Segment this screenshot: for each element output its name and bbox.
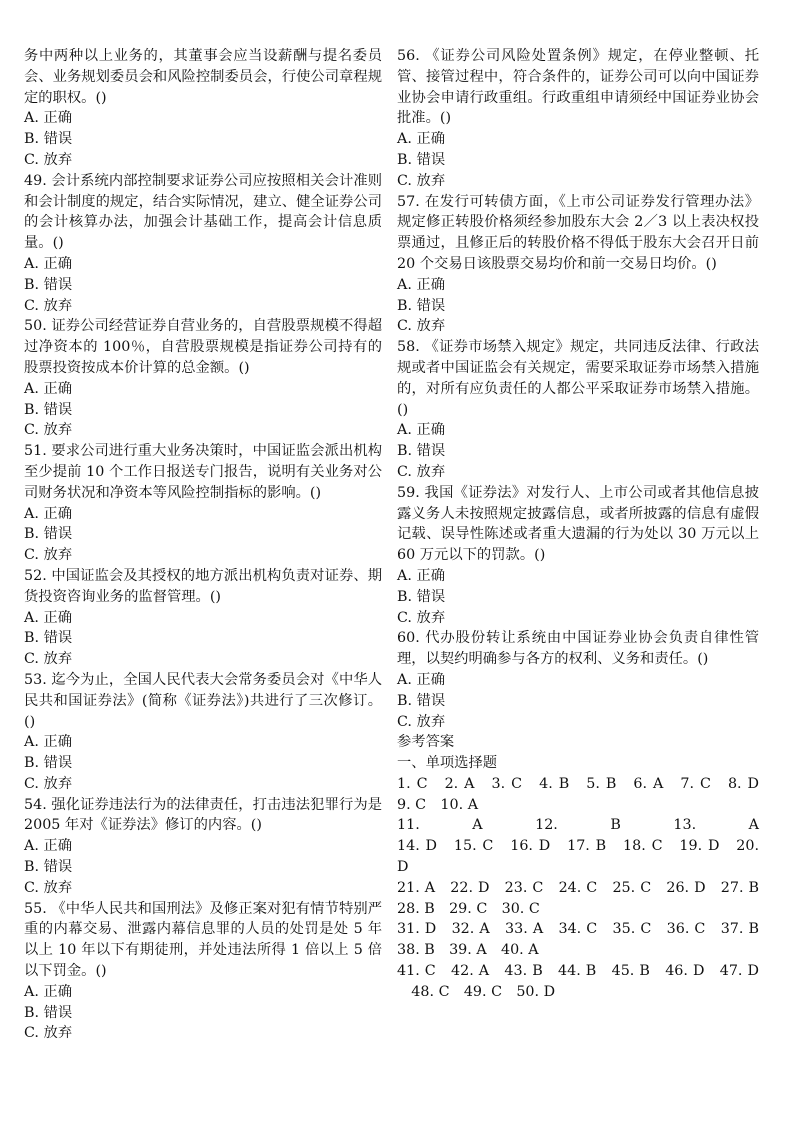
question-block [397, 192, 759, 338]
option-b: B. 错误 [397, 692, 446, 709]
option-a: A. 正确 [24, 255, 73, 272]
option-c: C. 放弃 [397, 318, 446, 335]
option-a: A. 正确 [24, 110, 73, 127]
option-c: C. 放弃 [24, 547, 73, 564]
option-b: B. 错误 [397, 588, 446, 605]
question-text: 49. 会计系统内部控制要求证券公司应按照相关会计准则和会计制度的规定，结合实际情况，建立、健全证券公司的会计核算办法，加强会计基础工作，提高会计信息质量。() [24, 172, 382, 252]
option-a: A. 正确 [24, 609, 73, 626]
question-text: 务中两种以上业务的，其董事会应当设薪酬与提名委员会、业务规划委员会和风险控制委员会，行使公司章程规定的职权。() [24, 48, 382, 106]
option-b: B. 错误 [24, 401, 73, 418]
option-c: C. 放弃 [24, 151, 73, 168]
answer-line: 41. C 42. A 43. B 44. B 45. B 46. D 47. D [397, 963, 759, 980]
left-column [24, 46, 382, 1044]
option-c: C. 放弃 [24, 775, 73, 792]
option-a: A. 正确 [397, 567, 446, 584]
option-c: C. 放弃 [24, 297, 73, 314]
question-block [24, 316, 382, 441]
answer-line: 21. A 22. D 23. C 24. C 25. C 26. D 27. B [397, 879, 759, 896]
question-block [24, 441, 382, 566]
question-text: 54. 强化证券违法行为的法律责任，打击违法犯罪行为是 2005 年对《证券法》修订的内容。() [24, 796, 382, 834]
answer-line: D [397, 859, 409, 876]
option-c: C. 放弃 [24, 1025, 73, 1042]
answer-line: 31. D 32. A 33. A 34. C 35. C 36. C 37. B [397, 921, 759, 938]
question-block [397, 628, 759, 732]
answer-line: 9. C 10. A [397, 796, 479, 813]
option-c: C. 放弃 [24, 422, 73, 439]
option-a: A. 正确 [397, 276, 446, 293]
option-a: A. 正确 [397, 671, 446, 688]
question-text: 51. 要求公司进行重大业务决策时，中国证监会派出机构至少提前 10 个工作日报送专门报告，说明有关业务对公司财务状况和净资本等风险控制指标的影响。() [24, 443, 382, 501]
option-a: A. 正确 [24, 983, 73, 1000]
question-block [24, 171, 382, 317]
option-c: C. 放弃 [397, 609, 446, 626]
option-b: B. 错误 [24, 131, 73, 148]
question-text: 52. 中国证监会及其授权的地方派出机构负责对证券、期货投资咨询业务的监督管理。() [24, 567, 382, 605]
option-b: B. 错误 [397, 151, 446, 168]
answer-key-heading: 参考答案 [397, 734, 455, 751]
question-block [24, 670, 382, 795]
option-b: B. 错误 [397, 443, 446, 460]
answer-key [397, 732, 759, 1002]
option-b: B. 错误 [24, 1004, 73, 1021]
question-block [397, 337, 759, 483]
answer-line: 14. D 15. C 16. D 17. B 18. C 19. D 20. [397, 838, 759, 855]
question-block [397, 483, 759, 629]
question-text: 59. 我国《证券法》对发行人、上市公司或者其他信息披露义务人未按照规定披露信息，或者所披露的信息有虚假记载、误导性陈述或者重大遗漏的行为处以 30 万元以上 60 万元以下的罚款。() [397, 484, 759, 564]
question-block [24, 899, 382, 1045]
option-c: C. 放弃 [397, 463, 446, 480]
option-a: A. 正确 [24, 380, 73, 397]
question-text: 57. 在发行可转债方面，《上市公司证券发行管理办法》规定修正转股价格须经参加股东大会 2／3 以上表决权投票通过，且修正后的转股价格不得低于股东大会召开日前 20 个交易日该股票交易均价和前一交易日均价。() [397, 193, 759, 272]
answer-line: 1. C 2. A 3. C 4. B 5. B 6. A 7. C 8. D [397, 775, 759, 792]
question-text: 53. 迄今为止，全国人民代表大会常务委员会对《中华人民共和国证券法》(简称《证券法》)共进行了三次修订。() [24, 671, 382, 730]
option-b: B. 错误 [24, 859, 73, 876]
question-block [24, 566, 382, 670]
answer-line: 11. A 12. B 13. A [397, 817, 759, 834]
option-b: B. 错误 [24, 276, 73, 293]
option-a: A. 正确 [24, 734, 73, 751]
question-text: 55. 《中华人民共和国刑法》及修正案对犯有情节特别严重的内幕交易、泄露内幕信息罪的人员的处罚是处 5 年以上 10 年以下有期徒刑，并处违法所得 1 倍以上 5 倍以下罚金。() [24, 900, 382, 980]
question-text: 56. 《证券公司风险处置条例》规定，在停业整顿、托管、接管过程中，符合条件的，证券公司可以向中国证券业协会申请行政重组。行政重组申请须经中国证券业协会批准。() [397, 48, 759, 127]
option-b: B. 错误 [24, 755, 73, 772]
question-text: 60. 代办股份转让系统由中国证券业协会负责自律性管理，以契约明确参与各方的权利、义务和责任。() [397, 630, 759, 668]
option-b: B. 错误 [397, 297, 446, 314]
option-a: A. 正确 [397, 131, 446, 148]
option-b: B. 错误 [24, 526, 73, 543]
right-column [397, 46, 759, 1003]
question-text: 50. 证券公司经营证券自营业务的，自营股票规模不得超过净资本的 100％，自营股票规模是指证券公司持有的股票投资按成本价计算的总金额。() [24, 318, 382, 376]
option-c: C. 放弃 [397, 713, 446, 730]
answer-line: 28. B 29. C 30. C [397, 900, 540, 917]
answer-line: 48. C 49. C 50. D [397, 983, 556, 1000]
option-c: C. 放弃 [24, 879, 73, 896]
option-a: A. 正确 [24, 505, 73, 522]
question-block [24, 46, 382, 171]
option-b: B. 错误 [24, 630, 73, 647]
answer-section-title: 一、单项选择题 [397, 755, 498, 772]
option-a: A. 正确 [24, 838, 73, 855]
question-block [24, 795, 382, 899]
question-block [397, 46, 759, 192]
option-c: C. 放弃 [24, 651, 73, 668]
option-a: A. 正确 [397, 422, 446, 439]
answer-line: 38. B 39. A 40. A [397, 942, 539, 959]
option-c: C. 放弃 [397, 172, 446, 189]
question-text: 58. 《证券市场禁入规定》规定，共同违反法律、行政法规或者中国证监会有关规定，需要采取证券市场禁入措施的，对所有应负责任的人都公平采取证券市场禁入措施。() [397, 339, 759, 418]
